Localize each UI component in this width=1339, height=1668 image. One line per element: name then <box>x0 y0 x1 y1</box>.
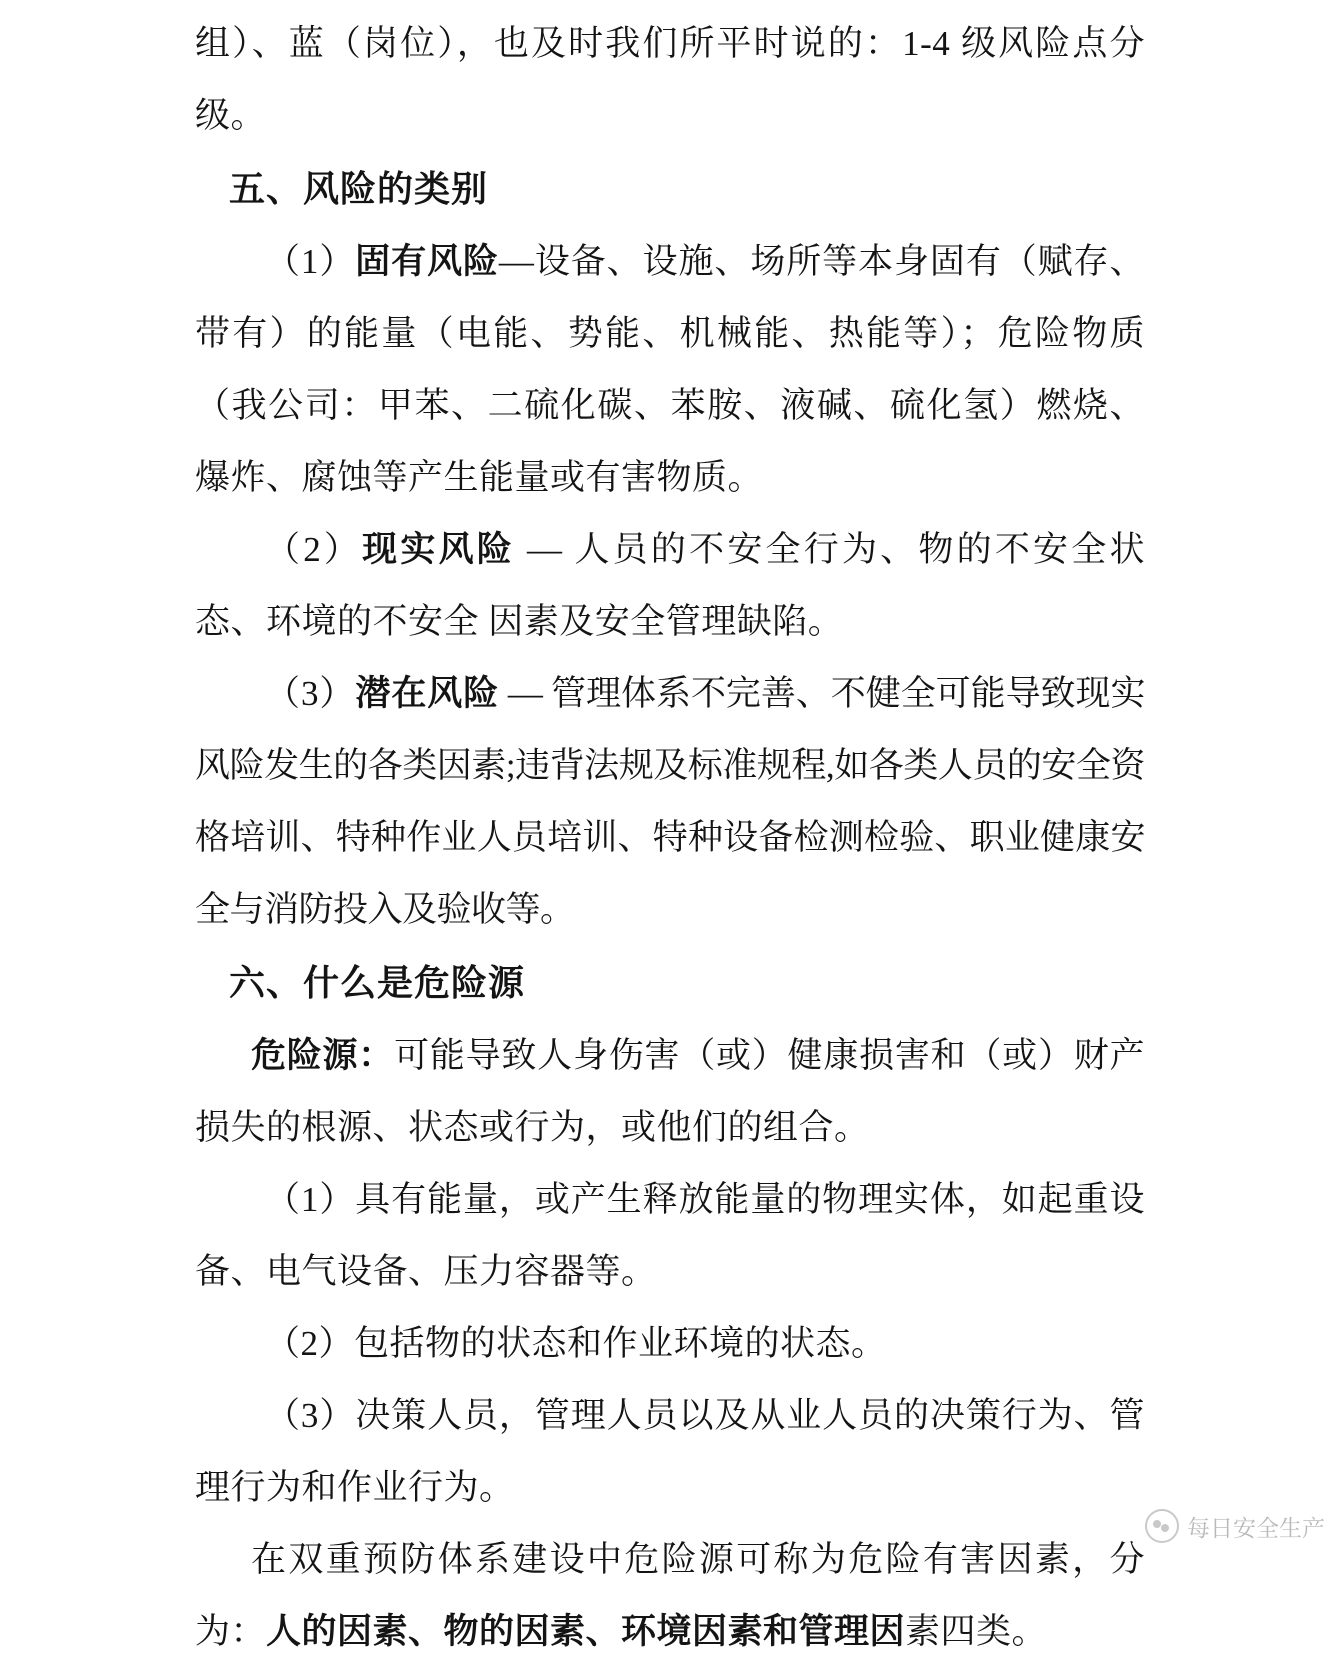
text-run: — 管理体系不完善、不健全可能导致现实风险发生的各类因素;违背法规及标准规程,如各类人员的安全资格培训、特种作业人员培训、特种设备检测检验、职业健康安全与消防投入及验收等。 <box>195 674 1145 929</box>
paragraph-potential-risk <box>195 658 1145 946</box>
heading-text: 五、风险的类别 <box>229 169 489 209</box>
paragraph-hazard-item-3 <box>195 1380 1145 1524</box>
document-body <box>195 8 1145 1668</box>
term-hazard-source: 危险源： <box>251 1036 395 1075</box>
heading-text: 六、什么是危险源 <box>229 963 526 1003</box>
list-marker: （2） <box>265 530 363 569</box>
text-run: 可能导致人身伤害（或）健康损害和（或）财产损失的根源、状态或行为，或他们的组合。 <box>195 1036 1145 1147</box>
text-run: （3）决策人员，管理人员以及从业人员的决策行为、管理行为和作业行为。 <box>195 1396 1145 1507</box>
paragraph-continuation <box>195 8 1145 152</box>
section-heading-five <box>195 152 1145 226</box>
term-four-factors: 人的因素、物的因素、环境因素和管理因 <box>266 1612 906 1651</box>
text-run: — 人员的不安全行为、物的不安全状态、环境的不安全 因素及安全管理缺陷。 <box>195 530 1145 641</box>
watermark-label: 每日安全生产 <box>1187 1514 1325 1541</box>
watermark <box>1145 1509 1325 1543</box>
text-run: —设备、设施、场所等本身固有（赋存、带有）的能量（电能、势能、机械能、热能等）；危险物质（我公司：甲苯、二硫化碳、苯胺、液碱、硫化氢）燃烧、爆炸、腐蚀等产生能量或有害物质。 <box>195 242 1145 497</box>
section-heading-six <box>195 946 1145 1020</box>
term-inherent-risk: 固有风险 <box>355 242 499 281</box>
paragraph-hazard-item-1 <box>195 1164 1145 1308</box>
text-run: （2）包括物的状态和作业环境的状态。 <box>265 1324 887 1363</box>
text-run: 素四类。 <box>905 1612 1048 1651</box>
paragraph-hazard-definition <box>195 1020 1145 1164</box>
list-marker: （3） <box>265 674 356 713</box>
paragraph-inherent-risk <box>195 226 1145 514</box>
paragraph-hazard-summary <box>195 1524 1145 1668</box>
paragraph-hazard-item-2 <box>195 1308 1145 1380</box>
text-run: 在双重预防体系建设中危险源可称为危险有害因素，分为： <box>195 1540 1145 1651</box>
paragraph-actual-risk <box>195 514 1145 658</box>
text-run: 组）、蓝（岗位），也及时我们所平时说的：1-4 级风险点分级。 <box>195 24 1145 135</box>
text-run: （1）具有能量，或产生释放能量的物理实体，如起重设备、电气设备、压力容器等。 <box>195 1180 1145 1291</box>
term-actual-risk: 现实风险 <box>362 530 516 569</box>
term-potential-risk: 潜在风险 <box>355 674 500 713</box>
list-marker: （1） <box>265 242 356 281</box>
wechat-icon <box>1145 1509 1179 1543</box>
